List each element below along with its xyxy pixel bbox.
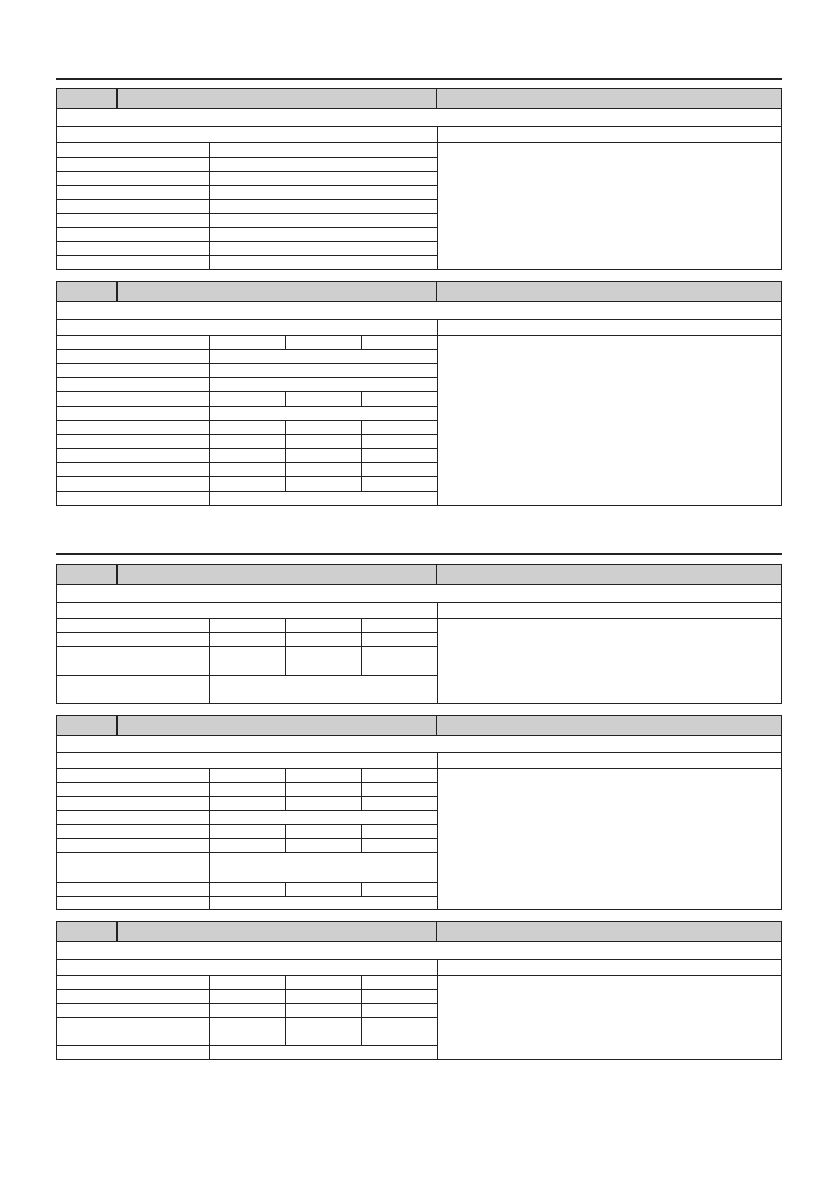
header-code-cell [57,282,118,301]
section-rule-top [56,78,782,80]
parameter-table-5 [56,921,782,1060]
parameter-table-3 [56,564,782,704]
header-title-cell [118,565,437,584]
table-header [57,716,781,736]
table-header [57,282,781,302]
table-header [57,89,781,109]
header-title-cell [118,716,437,735]
table-header [57,565,781,585]
parameter-table-1 [56,88,782,270]
parameter-table-2 [56,281,782,506]
header-code-cell [57,89,118,108]
header-code-cell [57,922,118,941]
header-title-cell [118,89,437,108]
parameter-table-4 [56,715,782,910]
section-rule-middle [56,553,782,555]
header-title-cell [118,922,437,941]
table-header [57,922,781,942]
header-title-cell [118,282,437,301]
header-code-cell [57,565,118,584]
header-code-cell [57,716,118,735]
